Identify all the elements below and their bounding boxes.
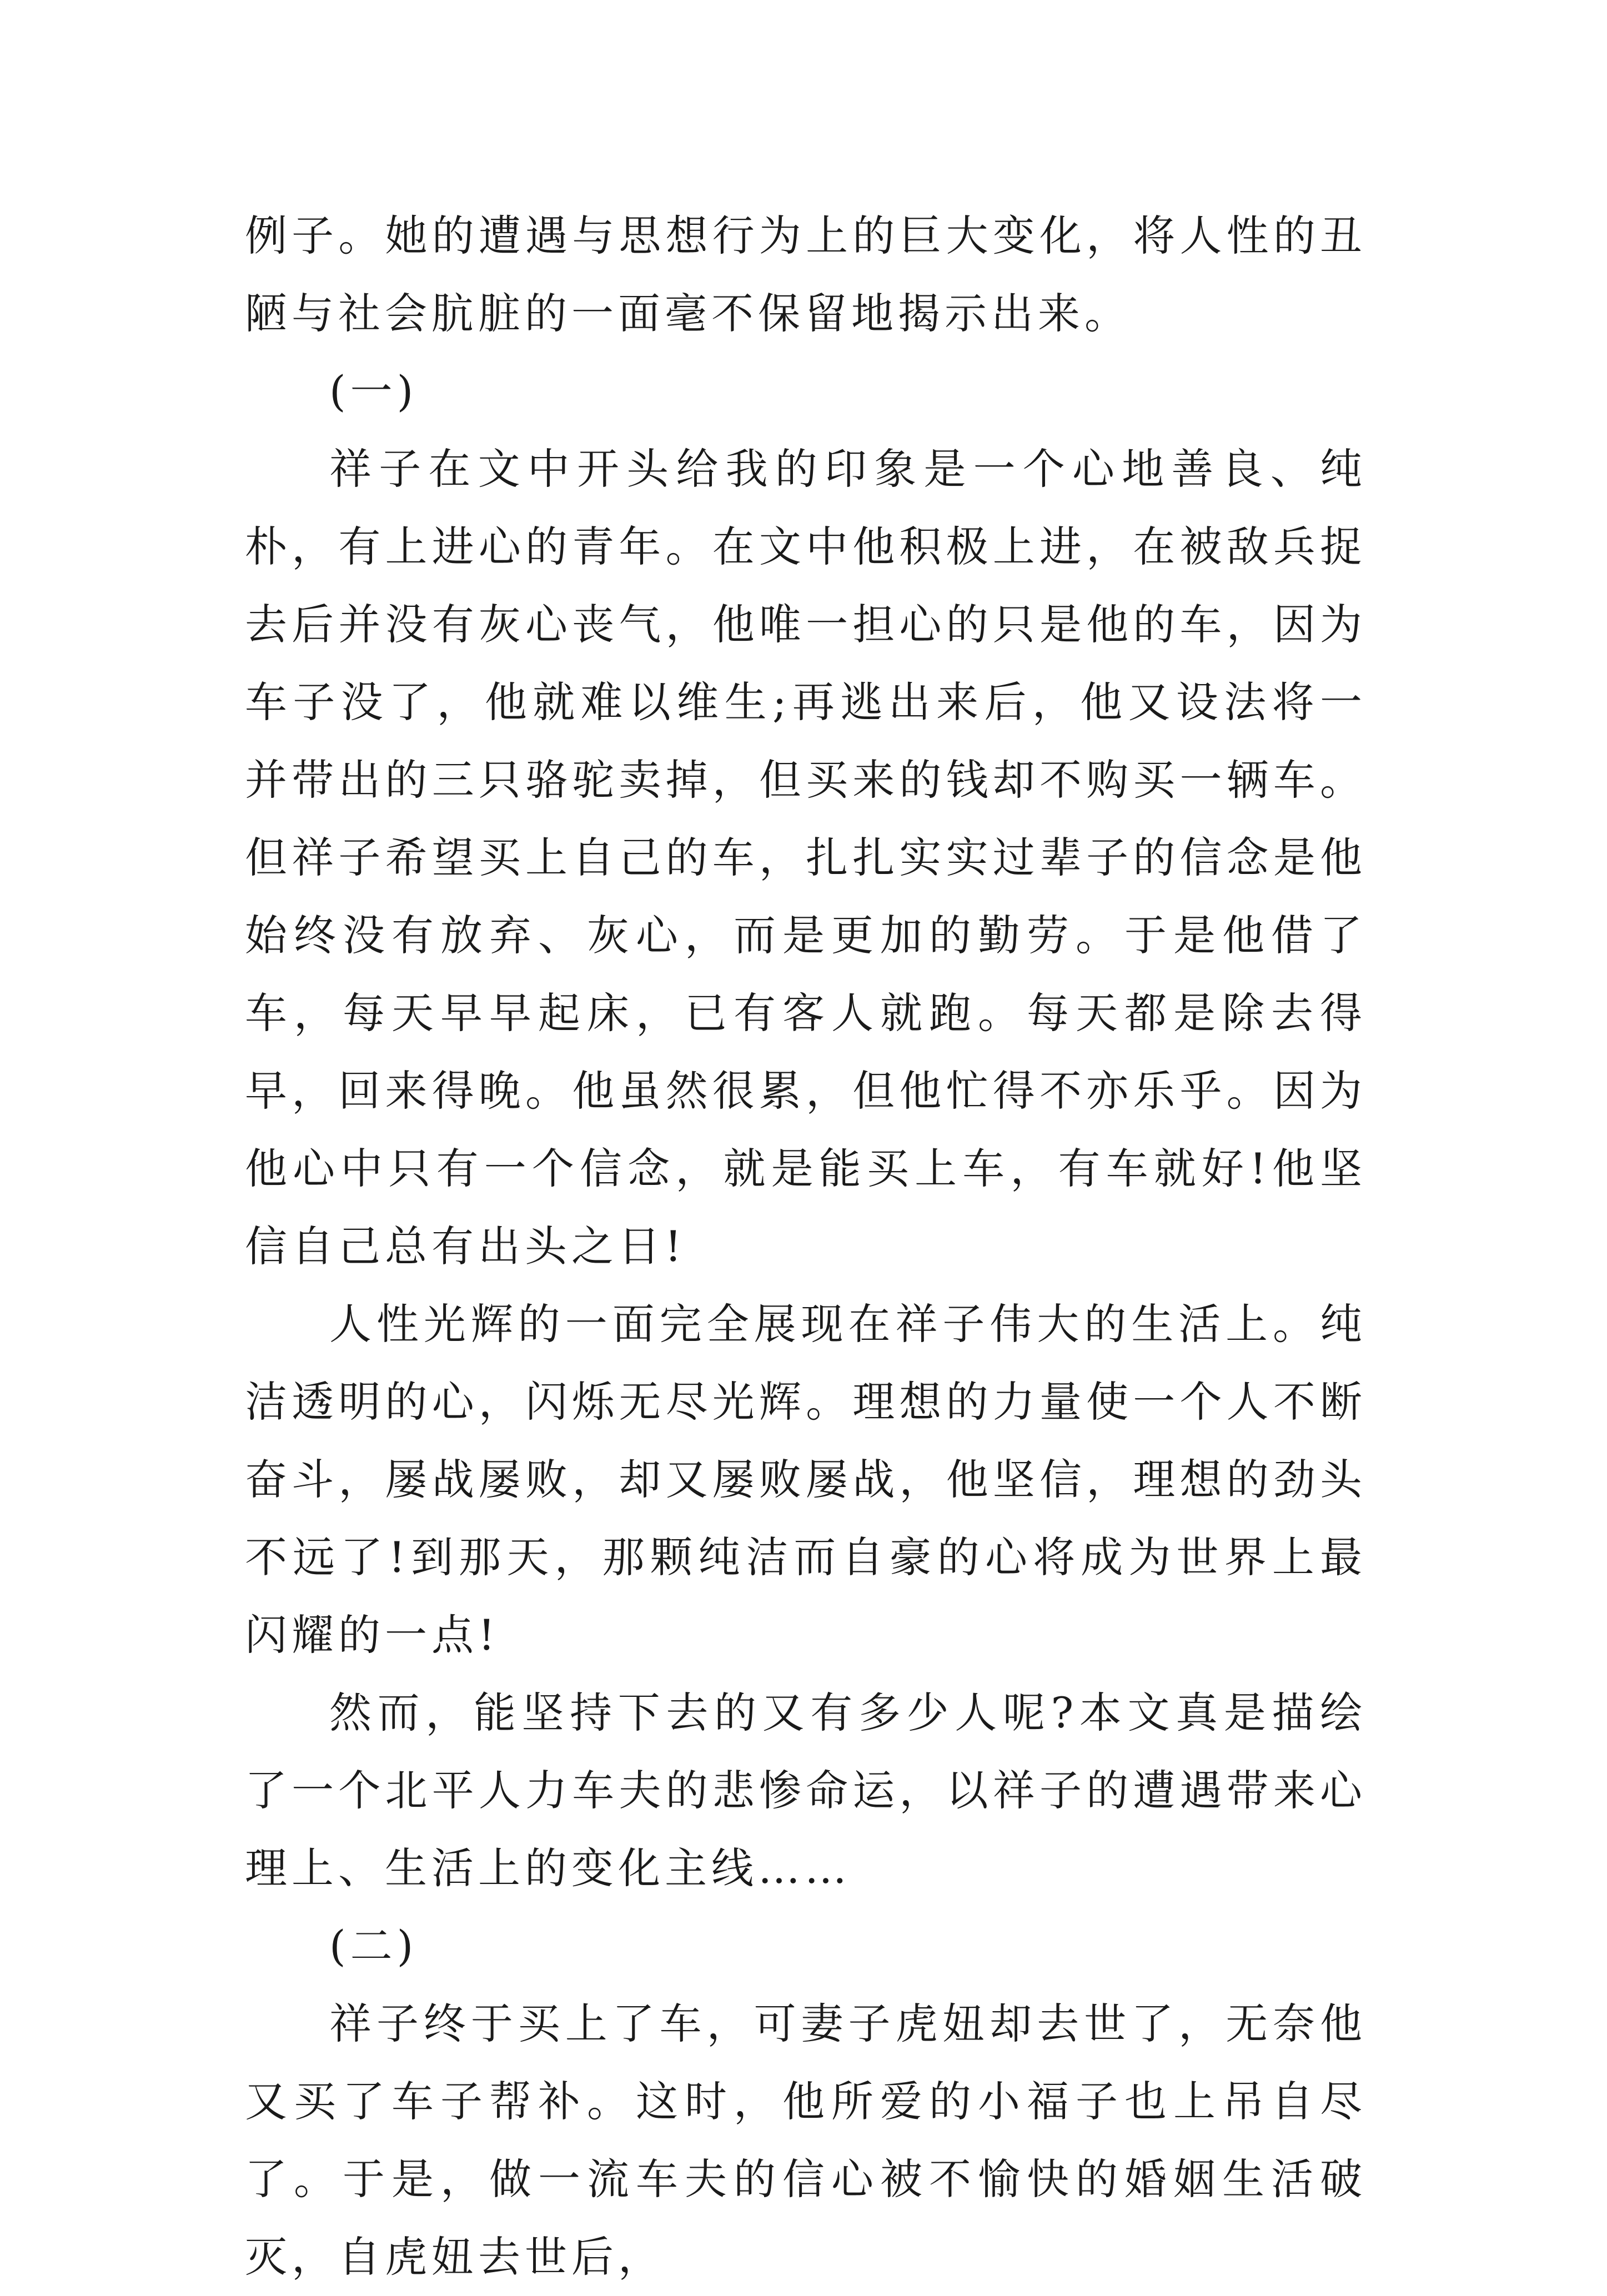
section-heading-1: (一) [329, 366, 418, 416]
paragraph-4: 祥子终于买上了车，可妻子虎妞却去世了，无奈他又买了车子帮补。这时，他所爱的小福子也上吊自尽了。于是，做一流车夫的信心被不愉快的婚姻生活破灭，自虎妞去世后， [245, 1999, 1367, 2282]
paragraph-1: 祥子在文中开头给我的印象是一个心地善良、纯朴，有上进心的青年。在文中他积极上进，在被敌兵捉去后并没有灰心丧气，他唯一担心的只是他的车，因为车子没了，他就难以维生;再逃出来后，他又设法将一并带出的三只骆驼卖掉，但买来的钱却不购买一辆车。但祥子希望买上自己的车，扎扎实实过辈子的信念是他始终没有放弃、灰心，而是更加的勤劳。于是他借了车，每天早早起床，已有客人就跑。每天都是除去得早，回来得晚。他虽然很累，但他忙得不亦乐乎。因为他心中只有一个信念，就是能买上车，有车就好!他坚信自己总有出头之日! [245, 444, 1367, 1271]
document-body [245, 197, 1367, 2296]
paragraph-2: 人性光辉的一面完全展现在祥子伟大的生活上。纯洁透明的心，闪烁无尽光辉。理想的力量使一个人不断奋斗，屡战屡败，却又屡败屡战，他坚信，理想的劲头不远了!到那天，那颗纯洁而自豪的心将成为世界上最闪耀的一点! [245, 1299, 1367, 1660]
paragraph-continuation: 例子。她的遭遇与思想行为上的巨大变化，将人性的丑陋与社会肮脏的一面毫不保留地揭示出来。 [245, 211, 1367, 338]
section-heading-2: (二) [329, 1921, 418, 1971]
paragraph-3: 然而，能坚持下去的又有多少人呢?本文真是描绘了一个北平人力车夫的悲惨命运，以祥子的遭遇带来心理上、生活上的变化主线…… [245, 1688, 1367, 1893]
